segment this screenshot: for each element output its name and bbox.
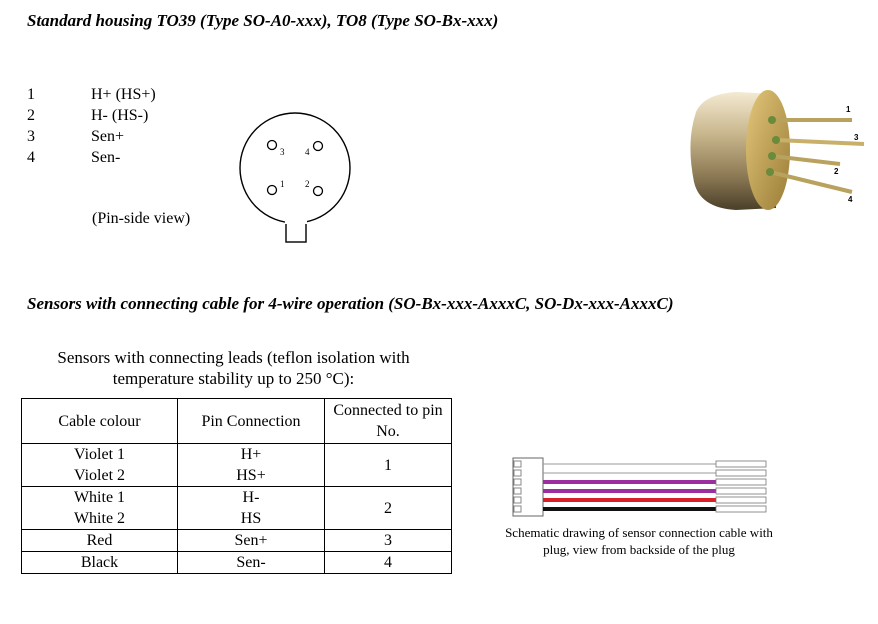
cable-colour-table — [21, 398, 452, 574]
wire-terminal — [716, 461, 766, 467]
cable-colour: White 2 — [73, 510, 126, 527]
wire-terminal — [716, 479, 766, 485]
colour-cell — [22, 487, 178, 530]
photo-pin-label: 4 — [848, 195, 853, 204]
pin-hole-label: 4 — [305, 147, 310, 157]
pin-number-cell: 3 — [325, 530, 452, 552]
photo-pin-label: 1 — [846, 105, 851, 114]
pin-side-view-note: (Pin-side view) — [92, 210, 191, 227]
table-row — [22, 444, 452, 487]
pin-row — [27, 84, 156, 105]
wire-terminal — [716, 506, 766, 512]
table-row — [22, 552, 452, 574]
pin-seal — [766, 168, 774, 176]
pin-label: H- (HS-) — [91, 107, 149, 124]
colour-cell — [22, 552, 178, 574]
cable-caption — [480, 524, 798, 558]
pin-cell — [178, 552, 325, 574]
plug-slot — [514, 461, 521, 467]
header-cable-colour: Cable colour — [22, 399, 178, 444]
photo-pin-label: 2 — [834, 167, 839, 176]
table-row — [22, 487, 452, 530]
leads-caption-line: temperature stability up to 250 °C): — [112, 369, 355, 388]
table-header-row — [22, 399, 452, 444]
plug-slot — [514, 506, 521, 512]
cable-colour: Black — [80, 554, 119, 571]
pin-number-cell: 4 — [325, 552, 452, 574]
pin-hole-label: 2 — [305, 179, 310, 189]
pin-connection: Sen- — [236, 554, 266, 571]
photo-pin-label: 3 — [854, 133, 859, 142]
pin-cell — [178, 487, 325, 530]
header-pin-connection: Pin Connection — [178, 399, 325, 444]
plug-slot — [514, 497, 521, 503]
pin-connection: H- — [242, 489, 260, 506]
cable-section-heading: Sensors with connecting cable for 4-wire operation (SO-Bx-xxx-AxxxC, SO-Dx-xxx-AxxxC) — [27, 294, 674, 313]
pin-hole-label: 3 — [280, 147, 285, 157]
pin-number: 4 — [27, 149, 35, 166]
pin-number: 2 — [27, 107, 35, 124]
pin-assignment-list — [27, 84, 156, 168]
pin-hole-label: 1 — [280, 179, 285, 189]
pin-connection: HS+ — [236, 467, 266, 484]
pin-hole-1 — [268, 186, 277, 195]
colour-cell — [22, 444, 178, 487]
pin-label: Sen+ — [91, 128, 125, 145]
pin-number-cell: 1 — [325, 444, 452, 487]
wire-terminal — [716, 497, 766, 503]
plug-slot — [514, 479, 521, 485]
pin-connection: HS — [240, 510, 262, 527]
cable-colour: Violet 1 — [73, 446, 126, 463]
leads-caption-line: Sensors with connecting leads (teflon isolation with — [57, 348, 410, 367]
pin-connection: Sen+ — [234, 532, 268, 549]
pin-seal — [768, 116, 776, 124]
header-connected-pin: Connected to pin No. — [325, 399, 452, 444]
pin-seal — [768, 152, 776, 160]
leads-caption — [27, 347, 440, 389]
cable-colour: Red — [86, 532, 113, 549]
plug-slot — [514, 488, 521, 494]
pin-row — [27, 126, 156, 147]
pin-connection: H+ — [240, 446, 262, 463]
cable-colour: White 1 — [73, 489, 126, 506]
cable-caption-line: plug, view from backside of the plug — [543, 542, 735, 557]
housing-outline — [240, 113, 350, 223]
pin-cell — [178, 444, 325, 487]
wire-terminal — [716, 488, 766, 494]
pin-hole-3 — [268, 141, 277, 150]
cable-colour: Violet 2 — [73, 467, 126, 484]
housing-heading: Standard housing TO39 (Type SO-A0-xxx), TO8 (Type SO-Bx-xxx) — [27, 11, 499, 30]
housing-tab — [286, 222, 306, 242]
plug-slot — [514, 470, 521, 476]
pin-cell — [178, 530, 325, 552]
table-row — [22, 530, 452, 552]
pin-row — [27, 105, 156, 126]
pin-hole-2 — [314, 187, 323, 196]
pin-number: 3 — [27, 128, 35, 145]
pin-side-view-diagram — [236, 110, 356, 246]
pin-hole-4 — [314, 142, 323, 151]
cable-caption-line: Schematic drawing of sensor connection cable with — [505, 525, 773, 540]
pin-seal — [772, 136, 780, 144]
pin-row — [27, 147, 156, 168]
pin-number-cell: 2 — [325, 487, 452, 530]
cable-schematic — [510, 454, 772, 522]
can-base — [746, 90, 790, 210]
to-housing-photo — [676, 82, 866, 222]
pin-label: Sen- — [91, 149, 121, 166]
colour-cell — [22, 530, 178, 552]
pin-number: 1 — [27, 86, 35, 103]
wire-terminal — [716, 470, 766, 476]
pin-label: H+ (HS+) — [91, 86, 156, 103]
